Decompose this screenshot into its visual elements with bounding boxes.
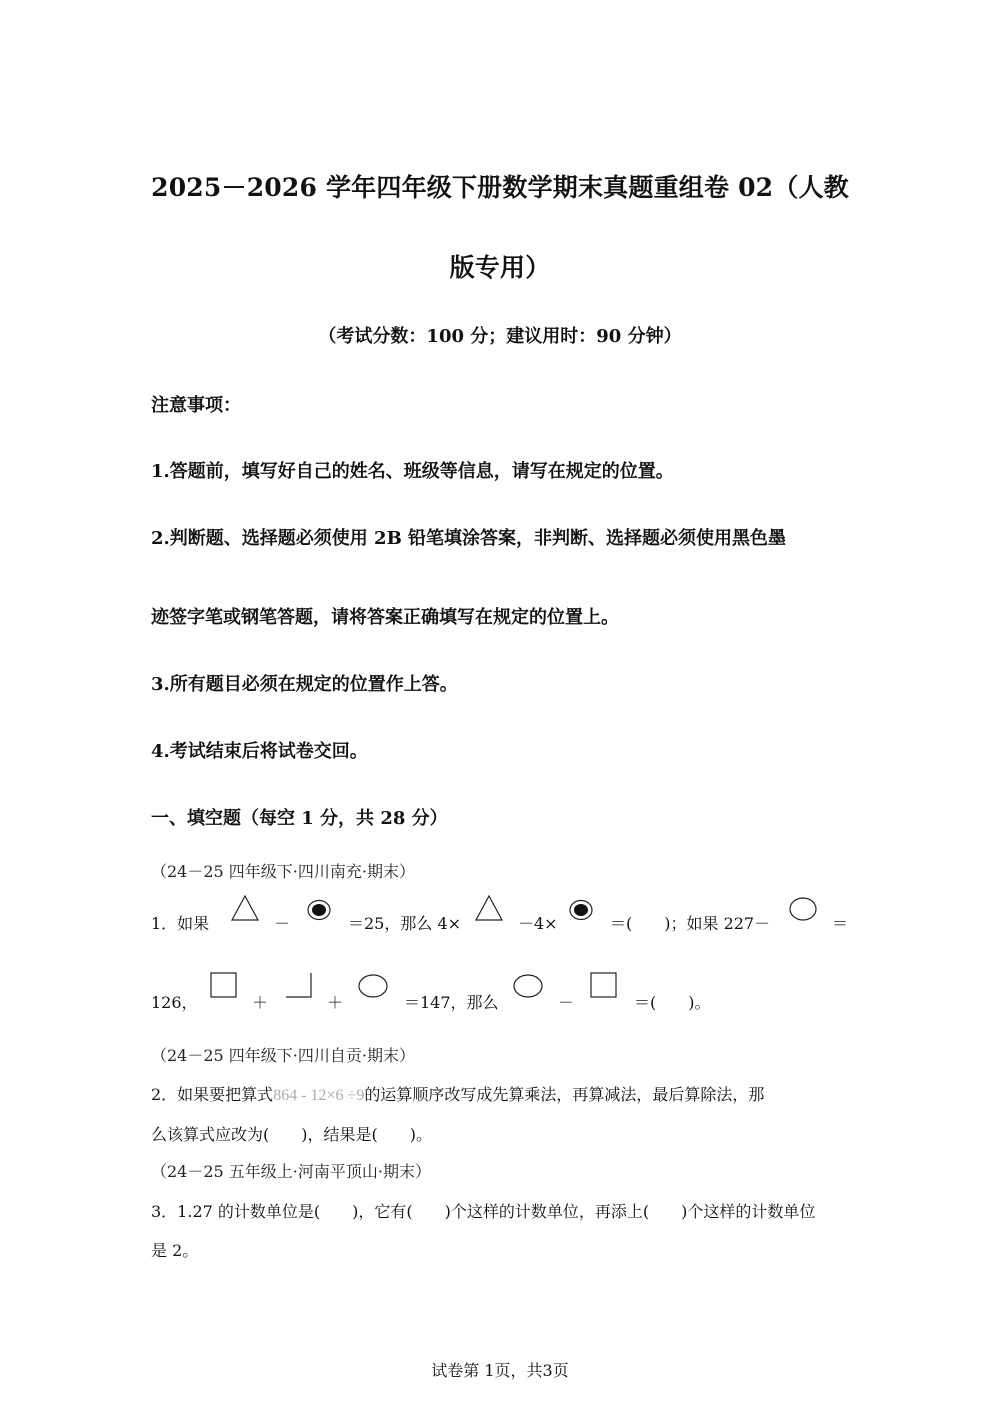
square-icon (284, 971, 314, 999)
minus-sign: － (274, 914, 291, 933)
question-text: ＝( )；如果 227－ (610, 914, 771, 933)
question-text: 126， (151, 993, 198, 1012)
notice-item-3: 3.所有题目必须在规定的位置作上答。 (151, 674, 458, 695)
question-text-part: 2．如果要把算式 (151, 1085, 274, 1104)
page-title-line2: 版专用） (449, 253, 551, 282)
question-source: （24－25 四年级下·四川自贡·期末） (151, 1046, 415, 1065)
circle-icon (357, 973, 389, 999)
question-text: ＝147，那么 (404, 993, 499, 1012)
notice-heading: 注意事项： (151, 395, 241, 416)
circle-icon (512, 973, 544, 999)
notice-item-1: 1.答题前，填写好自己的姓名、班级等信息，请写在规定的位置。 (151, 461, 674, 482)
question-text: 是 2。 (151, 1241, 199, 1260)
notice-item-2-line1: 2.判断题、选择题必须使用 2B 铅笔填涂答案，非判断、选择题必须使用黑色墨 (151, 528, 787, 549)
triangle-icon (230, 894, 260, 922)
question-text (151, 1082, 764, 1105)
filled-circle-icon (306, 898, 332, 922)
notice-item-4: 4.考试结束后将试卷交回。 (151, 741, 368, 762)
page-number: 试卷第 1页，共3页 (431, 1361, 569, 1380)
filled-circle-icon (568, 898, 594, 922)
circle-icon (788, 896, 818, 922)
question-text: 么该算式应改为( )，结果是( )。 (151, 1125, 432, 1144)
equals-sign: ＝ (832, 914, 849, 933)
question-text: ＝25，那么 4× (348, 914, 462, 933)
minus-sign: － (558, 993, 575, 1012)
square-icon (589, 971, 619, 999)
question-text: 3．1.27 的计数单位是( )，它有( )个这样的计数单位，再添上( )个这样的计数单位 (151, 1202, 816, 1221)
exam-info: （考试分数：100 分；建议用时：90 分钟） (318, 326, 682, 347)
section-heading: 一、填空题（每空 1 分，共 28 分） (151, 808, 448, 829)
triangle-icon (474, 894, 504, 922)
question-source: （24－25 五年级上·河南平顶山·期末） (151, 1162, 431, 1181)
question-text-part: 的运算顺序改写成先算乘法，再算减法，最后算除法，那 (364, 1085, 765, 1104)
question-text: ＝( )。 (634, 993, 711, 1012)
question-text: 1．如果 (151, 914, 210, 933)
plus-sign: ＋ (252, 993, 269, 1012)
math-expression: 864 - 12×6 ÷9 (273, 1087, 365, 1104)
plus-sign: ＋ (327, 993, 344, 1012)
page-title-line1: 2025－2026 学年四年级下册数学期末真题重组卷 02（人教 (151, 173, 849, 202)
question-text: －4× (518, 914, 558, 933)
square-icon (209, 971, 239, 999)
notice-item-2-line2: 迹签字笔或钢笔答题，请将答案正确填写在规定的位置上。 (151, 607, 619, 628)
question-source: （24－25 四年级下·四川南充·期末） (151, 862, 415, 881)
